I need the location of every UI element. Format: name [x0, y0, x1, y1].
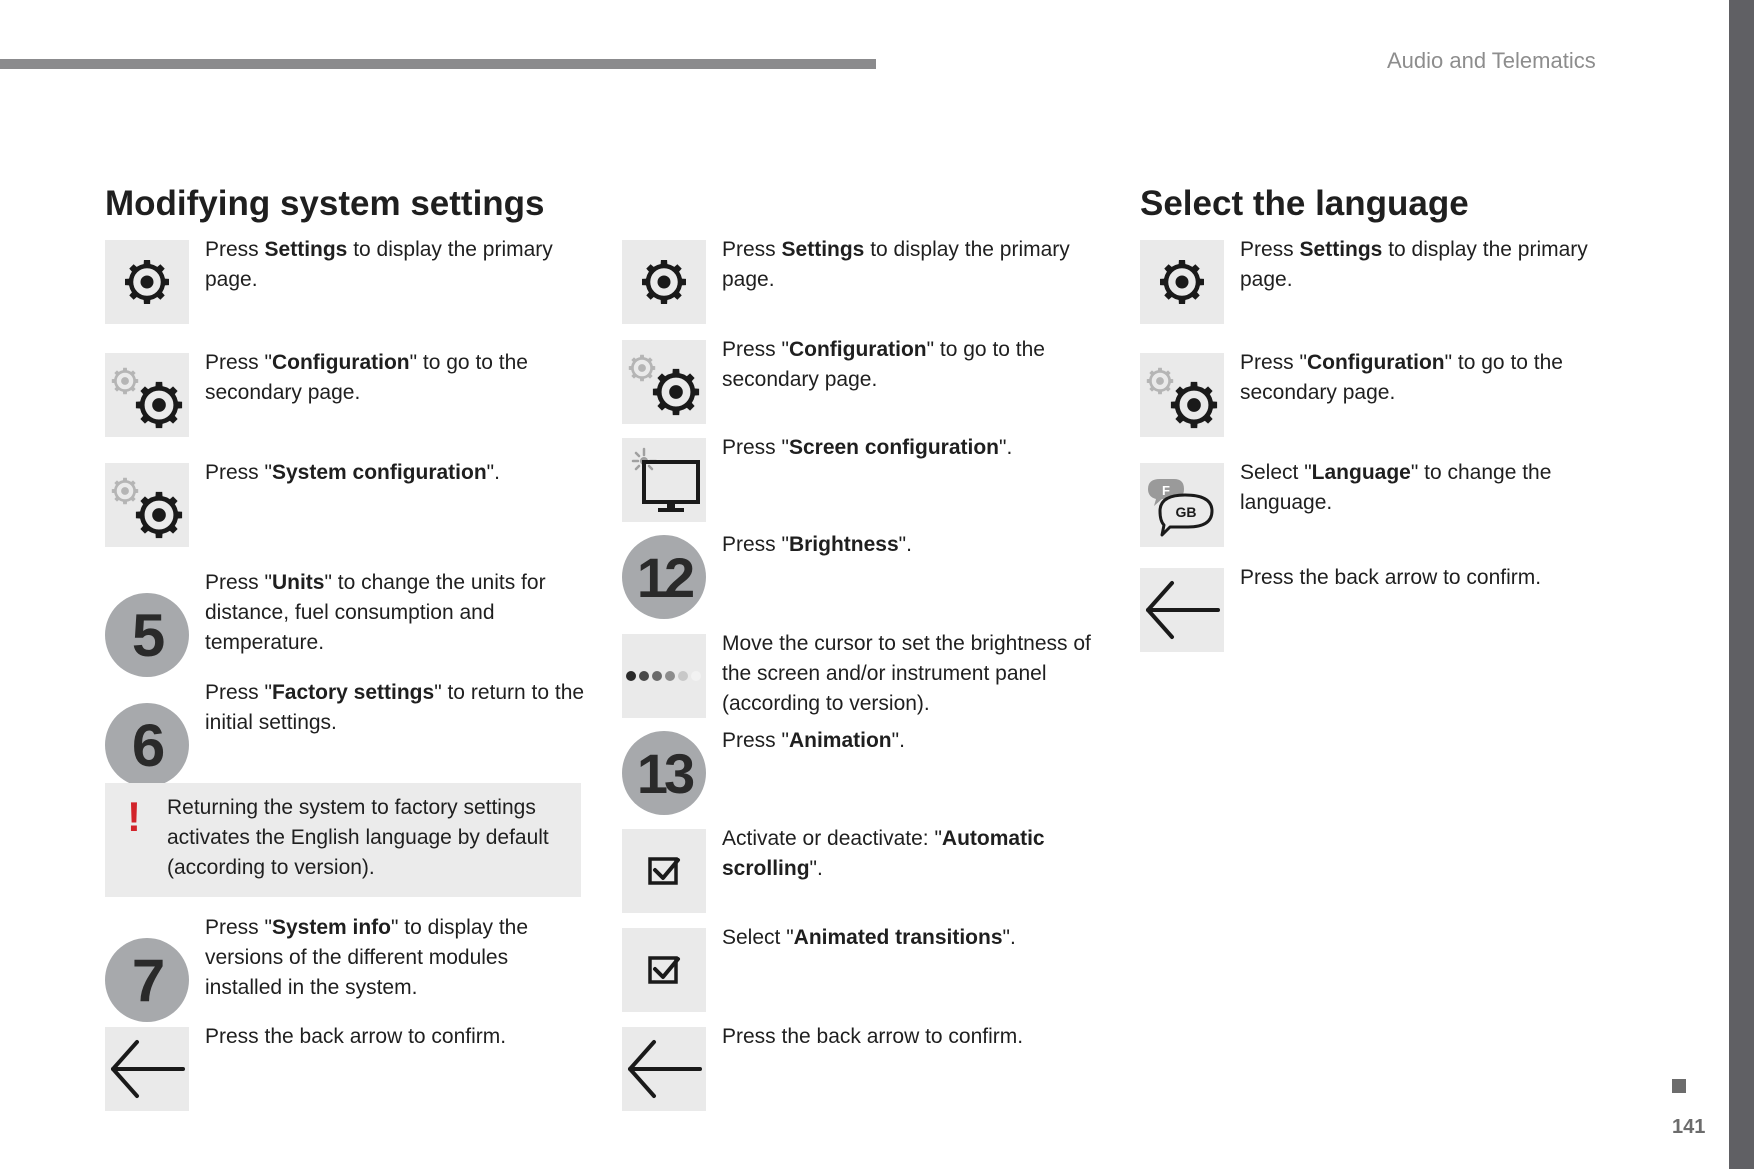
section-title-language: Select the language [1140, 184, 1469, 223]
back-instruction: Press the back arrow to confirm. [722, 1025, 1024, 1048]
brightness-instruction: Move the cursor to set the brightness of the screen and/or instrument panel (according to version). [722, 632, 1091, 715]
brightness-slider-icon [622, 634, 706, 718]
configuration-gears-icon [105, 353, 189, 437]
svg-text:GB: GB [1175, 504, 1197, 520]
warning-box [105, 783, 581, 897]
svg-text:F: F [1162, 483, 1170, 498]
back-arrow-icon [1140, 568, 1224, 652]
step-number-badge: 5 [105, 593, 189, 677]
checkbox-icon [622, 928, 706, 1012]
step-number-badge: 6 [105, 703, 189, 787]
top-accent-bar [0, 59, 876, 69]
settings-gear-icon [622, 240, 706, 324]
step-number-badge: 13 [622, 731, 706, 815]
warning-text: Returning the system to factory settings activates the English language by default (according to version). [167, 796, 549, 879]
back-arrow-icon [622, 1027, 706, 1111]
back-instruction: Press the back arrow to confirm. [205, 1025, 507, 1048]
section-header: Audio and Telematics [1387, 48, 1596, 73]
step-number-badge: 7 [105, 938, 189, 1022]
checkbox-icon [622, 829, 706, 913]
back-arrow-icon [105, 1027, 189, 1111]
side-bar [1729, 0, 1754, 1169]
back-instruction: Press the back arrow to confirm. [1240, 566, 1542, 589]
screen-brightness-icon [622, 438, 706, 522]
settings-gear-icon [105, 240, 189, 324]
step-number-badge: 12 [622, 535, 706, 619]
language-bubbles-icon [1140, 463, 1224, 547]
page-number: 141 [1672, 1116, 1706, 1138]
warning-icon: ! [127, 793, 141, 840]
configuration-gears-icon [1140, 353, 1224, 437]
settings-gear-icon [1140, 240, 1224, 324]
page-marker-square [1672, 1079, 1686, 1093]
configuration-gears-icon [105, 463, 189, 547]
configuration-gears-icon [622, 340, 706, 424]
section-title-settings: Modifying system settings [105, 184, 545, 223]
